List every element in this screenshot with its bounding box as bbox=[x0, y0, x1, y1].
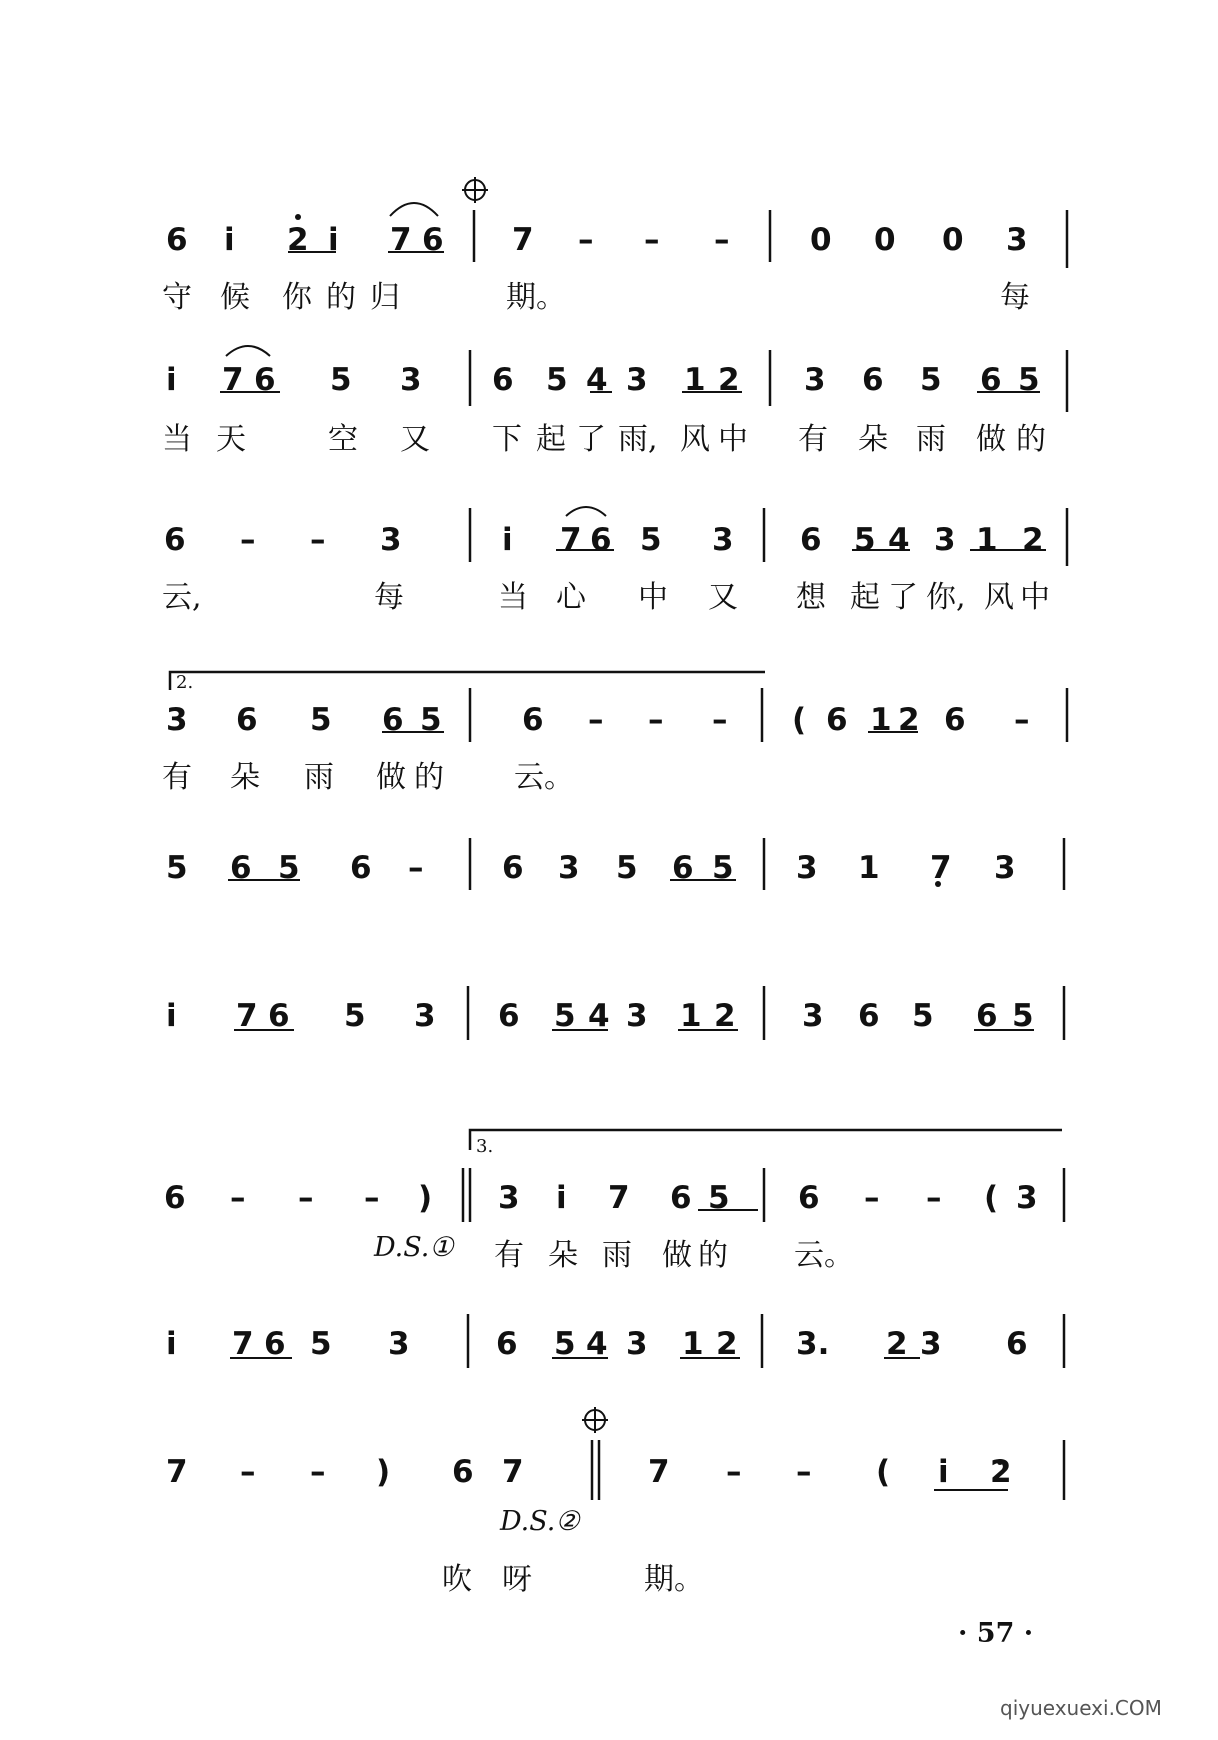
note: 3 bbox=[380, 522, 402, 558]
note: 5 bbox=[278, 850, 300, 886]
note: 7 bbox=[930, 850, 952, 886]
lyric: 起 bbox=[850, 580, 880, 615]
lyric: 当 bbox=[162, 422, 192, 457]
volta-2-label: 2. bbox=[176, 672, 194, 693]
note: 1 bbox=[870, 702, 892, 738]
note: 6 bbox=[496, 1326, 518, 1362]
note: 3 bbox=[920, 1326, 942, 1362]
note: i bbox=[166, 998, 177, 1034]
note: 5 bbox=[708, 1180, 730, 1216]
lyric: 有 bbox=[494, 1238, 524, 1273]
notes-row-9 bbox=[0, 1454, 1218, 1494]
note: 3 bbox=[802, 998, 824, 1034]
note: 6 bbox=[498, 998, 520, 1034]
note: 7 bbox=[390, 222, 412, 258]
note: 5 bbox=[1012, 998, 1034, 1034]
note: 5 bbox=[616, 850, 638, 886]
note: i bbox=[556, 1180, 567, 1216]
lyric: 有 bbox=[162, 760, 192, 795]
note: 3 bbox=[498, 1180, 520, 1216]
lyric: 的 bbox=[414, 760, 444, 795]
lyric: 做 bbox=[376, 760, 406, 795]
lyric: 朵 bbox=[858, 422, 888, 457]
note: 5 bbox=[554, 1326, 576, 1362]
ds-1-marking: D.S.① bbox=[374, 1232, 454, 1263]
note: – bbox=[578, 222, 594, 258]
note: – bbox=[926, 1180, 942, 1216]
notes-row-3 bbox=[0, 522, 1218, 562]
lyrics-row-7 bbox=[0, 1230, 1218, 1273]
note: 4 bbox=[888, 522, 910, 558]
note: 6 bbox=[862, 362, 884, 398]
note: 2 bbox=[990, 1454, 1012, 1490]
note: 5 bbox=[912, 998, 934, 1034]
note: 5 bbox=[554, 998, 576, 1034]
note: 7 bbox=[166, 1454, 188, 1490]
note: 6 bbox=[670, 1180, 692, 1216]
lyric: 下 bbox=[492, 422, 522, 457]
lyric: 又 bbox=[400, 422, 430, 457]
notes-row-8 bbox=[0, 1326, 1218, 1366]
note: i bbox=[166, 1326, 177, 1362]
lyric: 的 bbox=[326, 280, 356, 315]
note: 6 bbox=[980, 362, 1002, 398]
note: 7 bbox=[222, 362, 244, 398]
lyrics-row-3 bbox=[0, 572, 1218, 615]
note: 6 bbox=[672, 850, 694, 886]
watermark: qiyuexuexi.COM bbox=[1000, 1696, 1162, 1720]
note: 3 bbox=[166, 702, 188, 738]
lyric: 云, bbox=[162, 580, 202, 615]
note: 6 bbox=[236, 702, 258, 738]
lyric: 期。 bbox=[644, 1562, 704, 1597]
note: 6 bbox=[976, 998, 998, 1034]
lyric: 云。 bbox=[514, 760, 574, 795]
note: – bbox=[240, 522, 256, 558]
note: 1 bbox=[858, 850, 880, 886]
notes-row-1 bbox=[0, 222, 1218, 262]
note: 6 bbox=[268, 998, 290, 1034]
lyric: 当 bbox=[498, 580, 528, 615]
note: 6 bbox=[502, 850, 524, 886]
note: 2 bbox=[1022, 522, 1044, 558]
note: 3 bbox=[388, 1326, 410, 1362]
lyric: 起 bbox=[536, 422, 566, 457]
lyric: 心 bbox=[556, 580, 586, 615]
note: ) bbox=[376, 1454, 391, 1490]
note: 5 bbox=[546, 362, 568, 398]
note: 4 bbox=[588, 998, 610, 1034]
notes-row-4 bbox=[0, 702, 1218, 742]
notes-row-7 bbox=[0, 1180, 1218, 1220]
note: – bbox=[796, 1454, 812, 1490]
note: 2 bbox=[287, 222, 309, 258]
note: 3 bbox=[712, 522, 734, 558]
lyric: 期。 bbox=[506, 280, 566, 315]
note: 3 bbox=[626, 1326, 648, 1362]
note: 6 bbox=[826, 702, 848, 738]
note: 5 bbox=[854, 522, 876, 558]
note: 1 bbox=[976, 522, 998, 558]
lyric: 的 bbox=[698, 1238, 728, 1273]
note: – bbox=[644, 222, 660, 258]
lyric: 有 bbox=[798, 422, 828, 457]
lyrics-row-1 bbox=[0, 272, 1218, 315]
note: 3 bbox=[558, 850, 580, 886]
lyric: 又 bbox=[708, 580, 738, 615]
lyric: 朵 bbox=[230, 760, 260, 795]
note: 5 bbox=[166, 850, 188, 886]
note: 7 bbox=[502, 1454, 524, 1490]
note: 3 bbox=[626, 998, 648, 1034]
lyric: 雨, bbox=[618, 422, 658, 457]
lyric: 风 bbox=[680, 422, 710, 457]
lyric: 做 bbox=[662, 1238, 692, 1273]
lyric: 每 bbox=[1000, 280, 1030, 315]
note: 5 bbox=[712, 850, 734, 886]
note: – bbox=[1014, 702, 1030, 738]
note: 5 bbox=[344, 998, 366, 1034]
note: ( bbox=[984, 1180, 999, 1216]
note: 3 bbox=[934, 522, 956, 558]
note: 7 bbox=[560, 522, 582, 558]
lyric: 守 bbox=[162, 280, 192, 315]
note: 5 bbox=[310, 1326, 332, 1362]
note: – bbox=[364, 1180, 380, 1216]
note: 2 bbox=[886, 1326, 908, 1362]
lyric: 的 bbox=[1016, 422, 1046, 457]
note: 2 bbox=[714, 998, 736, 1034]
note: 3 bbox=[1006, 222, 1028, 258]
note: 6 bbox=[350, 850, 372, 886]
note: 5 bbox=[420, 702, 442, 738]
lyric: 中 bbox=[1020, 580, 1050, 615]
note: 2 bbox=[716, 1326, 738, 1362]
lyric: 天 bbox=[216, 422, 246, 457]
note: – bbox=[240, 1454, 256, 1490]
note: 4 bbox=[586, 362, 608, 398]
note: 6 bbox=[164, 1180, 186, 1216]
lyric: 中 bbox=[718, 422, 748, 457]
note: 3 bbox=[400, 362, 422, 398]
note: – bbox=[310, 1454, 326, 1490]
note: 3 bbox=[804, 362, 826, 398]
note: 5 bbox=[640, 522, 662, 558]
note: 6 bbox=[522, 702, 544, 738]
note: i bbox=[502, 522, 513, 558]
lyric: 你 bbox=[282, 280, 312, 315]
lyric: 云。 bbox=[794, 1238, 854, 1273]
lyric: 呀 bbox=[502, 1562, 532, 1597]
note: 3. bbox=[796, 1326, 830, 1362]
notes-row-6 bbox=[0, 998, 1218, 1038]
note: – bbox=[588, 702, 604, 738]
note: 7 bbox=[512, 222, 534, 258]
note: – bbox=[714, 222, 730, 258]
lyric: 了 bbox=[888, 580, 918, 615]
note: – bbox=[648, 702, 664, 738]
lyric: 吹 bbox=[442, 1562, 472, 1597]
notes-row-2 bbox=[0, 362, 1218, 402]
lyric: 风 bbox=[984, 580, 1014, 615]
note: 1 bbox=[682, 1326, 704, 1362]
note: ( bbox=[876, 1454, 891, 1490]
note: i bbox=[224, 222, 235, 258]
note: 6 bbox=[264, 1326, 286, 1362]
note: 6 bbox=[858, 998, 880, 1034]
note: – bbox=[864, 1180, 880, 1216]
note: 6 bbox=[590, 522, 612, 558]
note: ) bbox=[418, 1180, 433, 1216]
note: 1 bbox=[684, 362, 706, 398]
volta-3-label: 3. bbox=[476, 1136, 494, 1157]
note: i bbox=[938, 1454, 949, 1490]
lyric: 朵 bbox=[548, 1238, 578, 1273]
note: – bbox=[298, 1180, 314, 1216]
note: 3 bbox=[796, 850, 818, 886]
lyric: 想 bbox=[796, 580, 826, 615]
note: 6 bbox=[164, 522, 186, 558]
note: 2 bbox=[898, 702, 920, 738]
note: 6 bbox=[800, 522, 822, 558]
note: – bbox=[726, 1454, 742, 1490]
lyrics-row-4 bbox=[0, 752, 1218, 795]
note: 6 bbox=[230, 850, 252, 886]
note: 3 bbox=[626, 362, 648, 398]
note: 7 bbox=[648, 1454, 670, 1490]
lyric: 每 bbox=[374, 580, 404, 615]
lyric: 空 bbox=[328, 422, 358, 457]
lyric: 了 bbox=[576, 422, 606, 457]
note: 5 bbox=[1018, 362, 1040, 398]
lyric: 候 bbox=[220, 280, 250, 315]
note: 6 bbox=[254, 362, 276, 398]
note: i bbox=[328, 222, 339, 258]
note: 6 bbox=[452, 1454, 474, 1490]
note: 7 bbox=[608, 1180, 630, 1216]
ds-2-marking: D.S.② bbox=[500, 1506, 580, 1537]
lyrics-row-9 bbox=[0, 1554, 1218, 1597]
lyric: 你, bbox=[926, 580, 966, 615]
note: 6 bbox=[1006, 1326, 1028, 1362]
note: 7 bbox=[232, 1326, 254, 1362]
note: 3 bbox=[414, 998, 436, 1034]
note: 7 bbox=[236, 998, 258, 1034]
notes-row-5 bbox=[0, 850, 1218, 890]
lyric: 雨 bbox=[304, 760, 334, 795]
lyric: 中 bbox=[638, 580, 668, 615]
note: 6 bbox=[492, 362, 514, 398]
note: 4 bbox=[586, 1326, 608, 1362]
lyric: 雨 bbox=[916, 422, 946, 457]
note: 1 bbox=[680, 998, 702, 1034]
note: 5 bbox=[310, 702, 332, 738]
note: 5 bbox=[920, 362, 942, 398]
lyric: 归 bbox=[370, 280, 400, 315]
note: ( bbox=[792, 702, 807, 738]
note: 6 bbox=[382, 702, 404, 738]
note: 6 bbox=[166, 222, 188, 258]
lyrics-row-2 bbox=[0, 414, 1218, 457]
note: 5 bbox=[330, 362, 352, 398]
note: 3 bbox=[994, 850, 1016, 886]
page-number: · 57 · bbox=[958, 1618, 1034, 1649]
note: 0 bbox=[874, 222, 896, 258]
note: 6 bbox=[422, 222, 444, 258]
lyric: 做 bbox=[976, 422, 1006, 457]
note: – bbox=[408, 850, 424, 886]
note: 6 bbox=[798, 1180, 820, 1216]
lyric: 雨 bbox=[602, 1238, 632, 1273]
note: 0 bbox=[942, 222, 964, 258]
note: 3 bbox=[1016, 1180, 1038, 1216]
note: – bbox=[712, 702, 728, 738]
note: i bbox=[166, 362, 177, 398]
note: 2 bbox=[718, 362, 740, 398]
note: 0 bbox=[810, 222, 832, 258]
note: – bbox=[310, 522, 326, 558]
note: – bbox=[230, 1180, 246, 1216]
note: 6 bbox=[944, 702, 966, 738]
